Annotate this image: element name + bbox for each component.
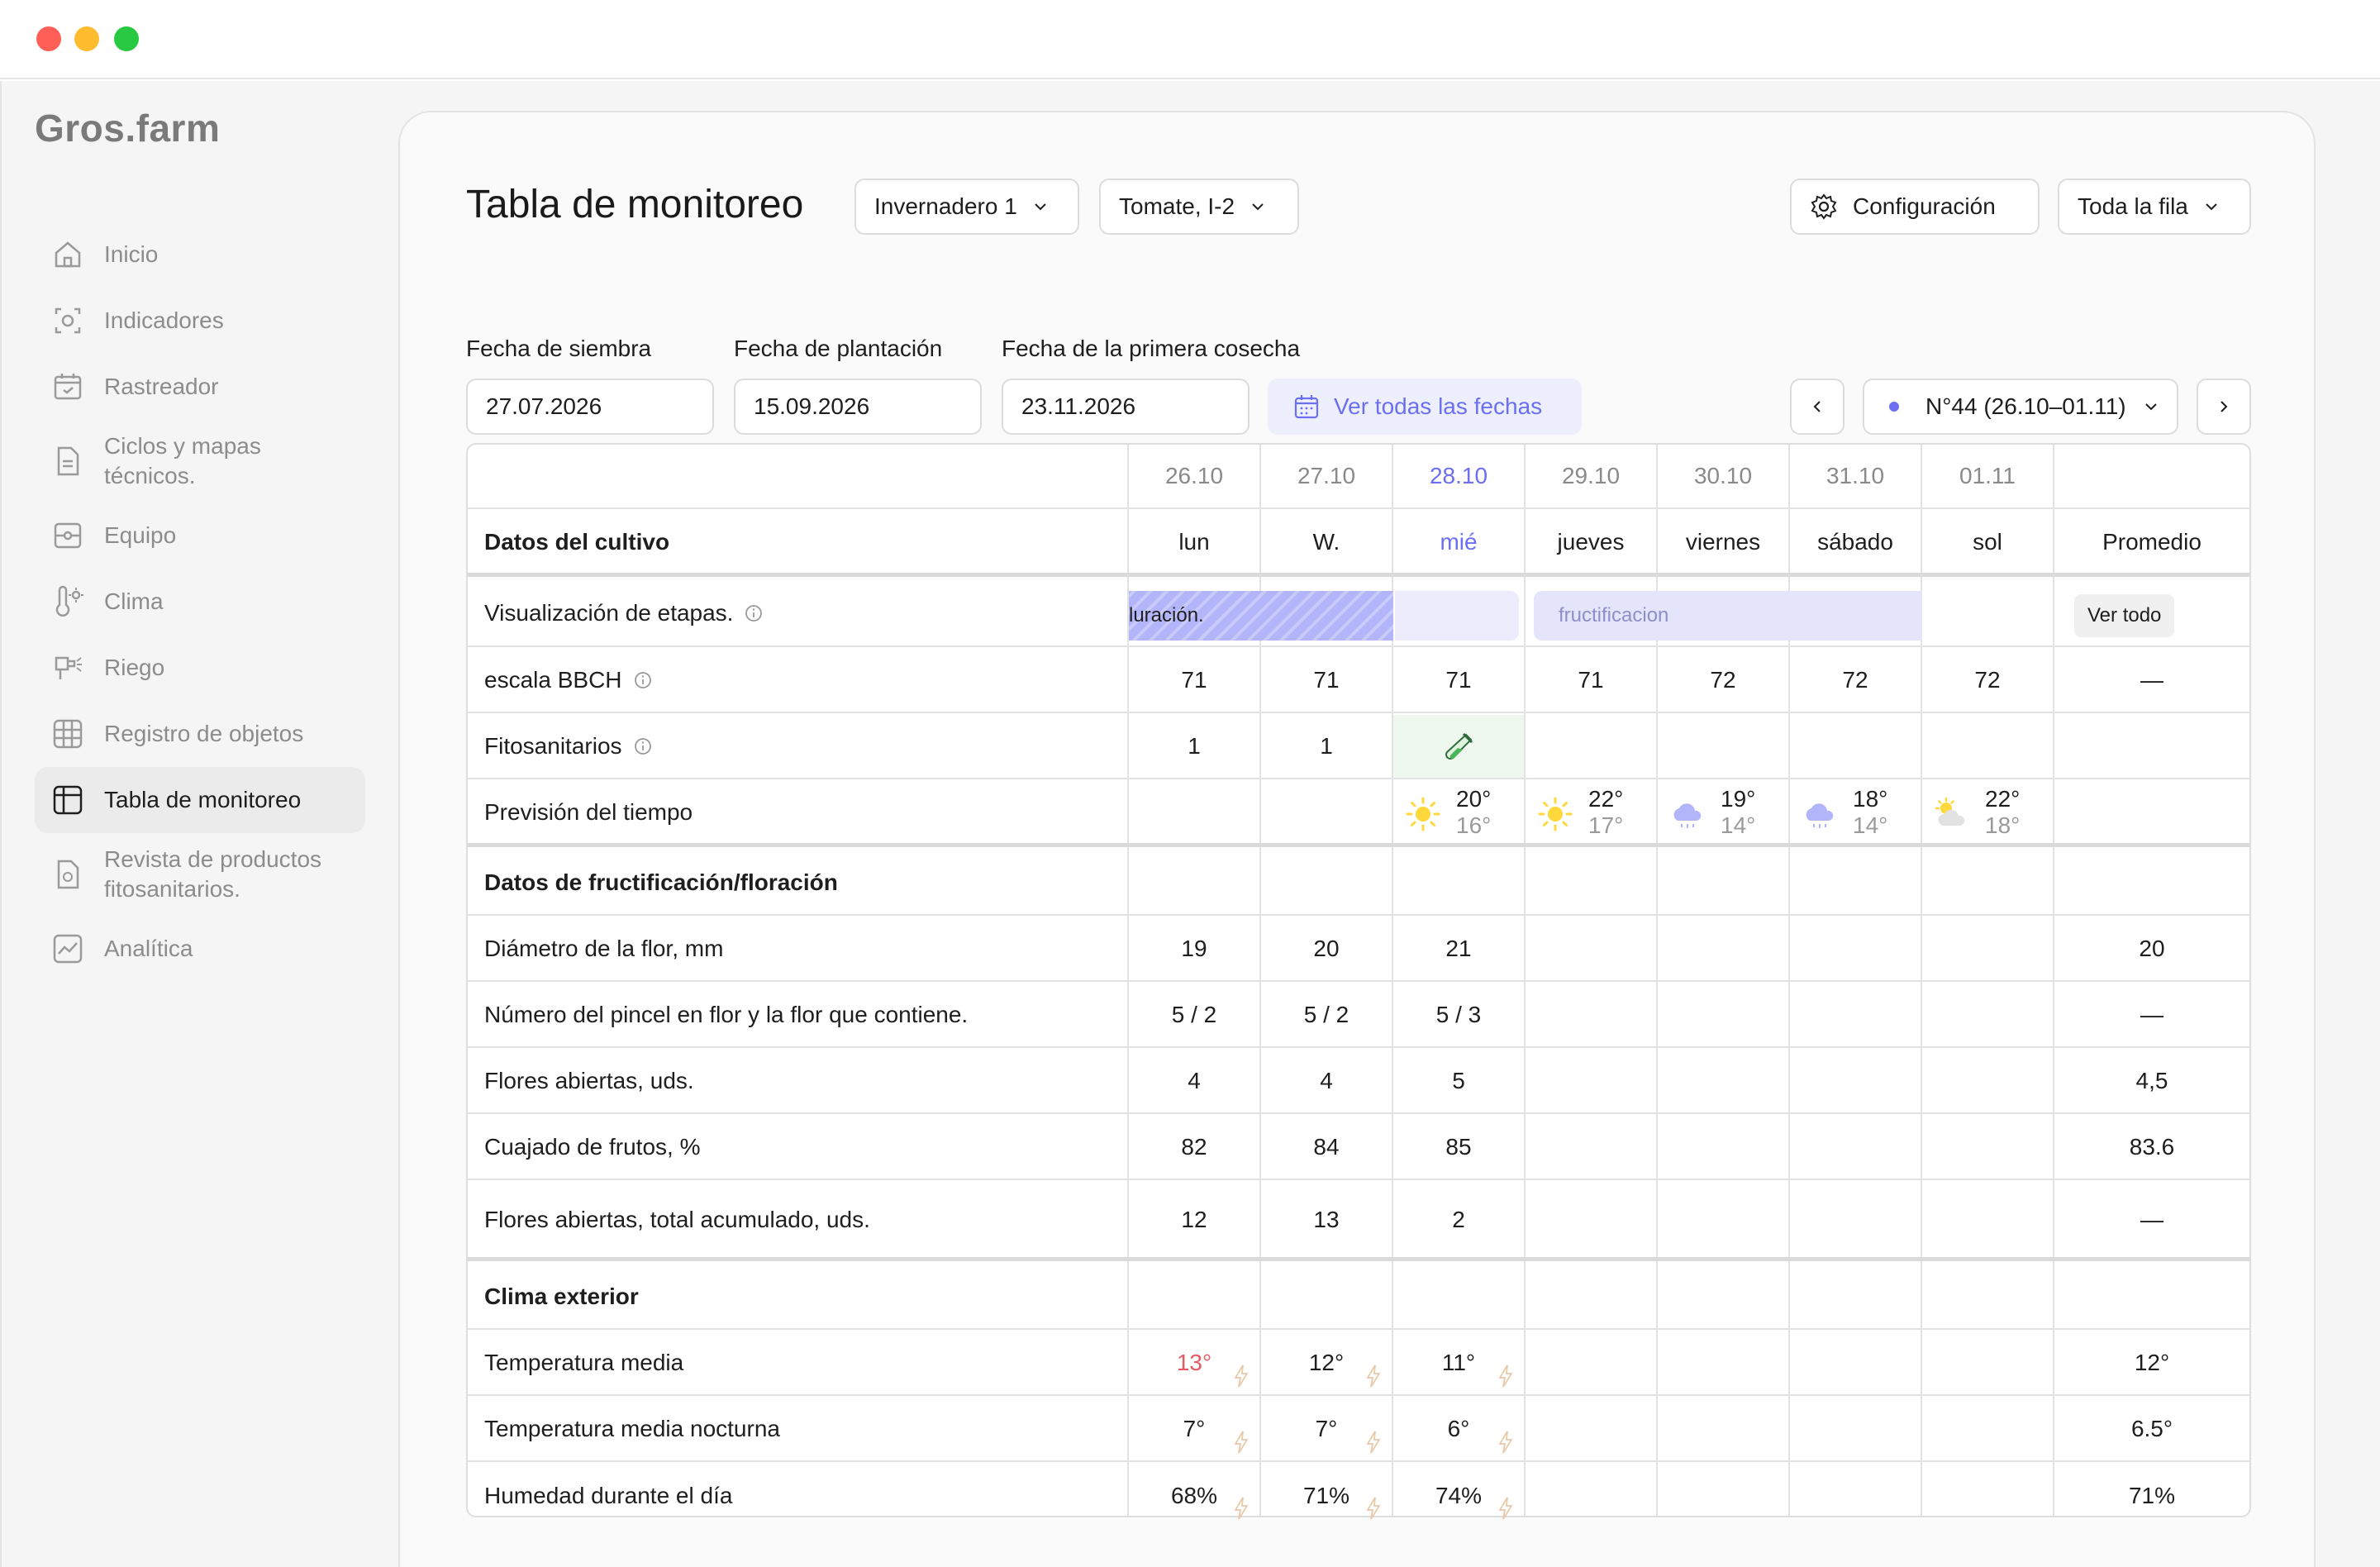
table-row-outdoor-section	[468, 1265, 2249, 1330]
table-row-dates	[468, 445, 2249, 509]
table-cell[interactable]: 1	[1188, 733, 1201, 759]
grid-icon	[51, 717, 84, 750]
average-cell: 6.5°	[2130, 1416, 2173, 1441]
sun-icon	[1537, 796, 1573, 832]
sidebar-item-label: Indicadores	[104, 307, 224, 333]
sidebar-item-rastreador[interactable]	[35, 354, 365, 420]
equipment-icon	[51, 519, 84, 552]
document-icon	[51, 445, 84, 478]
info-icon[interactable]	[634, 737, 652, 755]
row-label	[484, 581, 1129, 645]
crop-select-value: Tomate, I-2	[1119, 193, 1235, 219]
table-cell[interactable]: 71	[1313, 667, 1340, 693]
info-icon[interactable]	[745, 604, 763, 622]
forecast-high: 20°	[1456, 786, 1492, 812]
sidebar-item-tabla-monitoreo[interactable]	[35, 767, 365, 833]
settings-button-label: Configuración	[1853, 193, 1996, 219]
row-filter-select[interactable]	[2058, 179, 2251, 235]
table-cell[interactable]: 12	[1181, 1206, 1207, 1232]
chevron-down-icon	[1032, 198, 1049, 215]
sidebar-item-inicio[interactable]	[35, 221, 365, 288]
forecast-low: 18°	[1985, 812, 2021, 838]
average-cell: 71%	[2128, 1483, 2176, 1508]
lightning-icon	[1233, 1365, 1250, 1388]
thermometer-sun-icon	[51, 585, 84, 618]
row-label	[484, 649, 1129, 712]
lightning-icon	[1365, 1365, 1382, 1388]
greenhouse-select[interactable]	[854, 179, 1079, 235]
table-cell[interactable]: 71	[1445, 667, 1472, 693]
view-all-dates-button[interactable]	[1268, 379, 1582, 435]
table-cell[interactable]: 72	[1974, 667, 2001, 693]
open-flowers-total-label: Flores abiertas, total acumulado, uds.	[484, 1206, 870, 1232]
sidebar-item-label: Analítica	[104, 936, 193, 961]
sidebar-item-label: Registro de objetos	[104, 721, 304, 746]
home-icon	[51, 238, 84, 271]
table-cell[interactable]: 5 / 2	[1303, 1002, 1349, 1027]
table-icon	[51, 784, 84, 817]
chevron-down-icon	[2143, 398, 2159, 415]
sidebar-item-label: Riego	[104, 655, 165, 680]
rain-cloud-icon	[1669, 796, 1706, 832]
next-week-button[interactable]	[2197, 379, 2251, 435]
sidebar-item-riego[interactable]	[35, 635, 365, 701]
table-cell[interactable]: 85	[1445, 1134, 1472, 1160]
week-indicator-dot	[1889, 402, 1899, 412]
table-row-open-flowers	[468, 1050, 2249, 1114]
day-header: jueves	[1557, 528, 1625, 555]
table-cell[interactable]: 19	[1181, 936, 1207, 961]
crop-data-section-title: Datos del cultivo	[484, 528, 670, 555]
harvest-date-field[interactable]	[1002, 379, 1250, 435]
stage-bar-label: luración.	[1129, 604, 1204, 626]
chevron-right-icon	[2216, 398, 2232, 415]
settings-button[interactable]	[1790, 179, 2040, 235]
table-cell[interactable]: 4	[1188, 1068, 1201, 1093]
table-cell[interactable]: 5 / 3	[1435, 1002, 1482, 1027]
phyto-journal-icon	[51, 858, 84, 891]
sowing-date-field[interactable]	[466, 379, 714, 435]
forecast-high: 18°	[1853, 786, 1888, 812]
flower-diameter-label: Diámetro de la flor, mm	[484, 936, 724, 961]
monitoring-table	[466, 443, 2251, 1517]
sidebar-item-label: Tabla de monitoreo	[104, 787, 302, 812]
harvest-date-label: Fecha de la primera cosecha	[1002, 336, 1301, 361]
day-header: viernes	[1685, 528, 1761, 555]
minimize-window-button[interactable]	[74, 26, 99, 51]
lightning-icon	[1497, 1431, 1514, 1454]
table-row-bbch	[468, 649, 2249, 713]
lightning-icon	[1365, 1497, 1382, 1520]
table-cell[interactable]: 21	[1445, 936, 1472, 961]
date-header-today: 28.10	[1429, 463, 1488, 488]
table-cell[interactable]: 5 / 2	[1171, 1002, 1217, 1027]
table-cell[interactable]: 7°	[1183, 1416, 1206, 1441]
forecast-low: 14°	[1853, 812, 1888, 838]
table-cell-treatment[interactable]	[1393, 715, 1524, 778]
open-flowers-label: Flores abiertas, uds.	[484, 1068, 694, 1093]
indicators-icon	[51, 304, 84, 337]
sidebar-item-label: Ciclos y mapas técnicos.	[104, 433, 261, 488]
table-cell[interactable]: 5	[1452, 1068, 1465, 1093]
average-header: Promedio	[2102, 528, 2202, 555]
table-cell[interactable]: 71	[1578, 667, 1604, 693]
table-cell[interactable]: 72	[1710, 667, 1736, 693]
sidebar-item-clima[interactable]	[35, 569, 365, 635]
fruit-set-label: Cuajado de frutos, %	[484, 1134, 701, 1160]
week-select[interactable]	[1863, 379, 2178, 435]
table-cell[interactable]: 71%	[1302, 1483, 1350, 1508]
forecast-high: 19°	[1721, 786, 1756, 812]
day-header: W.	[1312, 528, 1340, 555]
average-cell: 12°	[2134, 1350, 2170, 1375]
sidebar-item-revista[interactable]	[35, 833, 365, 916]
table-row-fruit-section	[468, 851, 2249, 916]
table-cell[interactable]: 6°	[1447, 1416, 1470, 1441]
weather-forecast-cell	[1790, 781, 1921, 843]
average-cell: 4,5	[2135, 1068, 2168, 1093]
weather-forecast-cell	[1658, 781, 1788, 843]
table-cell[interactable]: 84	[1313, 1134, 1340, 1160]
week-select-value: N°44 (26.10–01.11)	[1925, 393, 2126, 419]
app	[0, 81, 2380, 1567]
planting-date-field[interactable]	[734, 379, 982, 435]
truss-label: Número del pincel en flor y la flor que contiene.	[484, 1002, 969, 1027]
night-temp-label: Temperatura media nocturna	[484, 1416, 780, 1441]
phyto-label: Fitosanitarios	[484, 733, 622, 759]
see-all-stages-button[interactable]: Ver todo	[2074, 594, 2174, 637]
stage-bar-transition[interactable]	[1395, 591, 1519, 641]
table-cell[interactable]: 4	[1320, 1068, 1333, 1093]
window-titlebar	[0, 0, 2380, 79]
lightning-icon	[1365, 1431, 1382, 1454]
weather-forecast-cell	[1922, 781, 2053, 843]
analytics-icon	[51, 932, 84, 965]
table-row-mean-temp	[468, 1331, 2249, 1396]
table-cell[interactable]: 13	[1313, 1206, 1340, 1232]
weather-forecast-cell	[1393, 781, 1524, 843]
sidebar-item-indicadores[interactable]	[35, 288, 365, 354]
tracker-icon	[51, 370, 84, 403]
greenhouse-select-value: Invernadero 1	[874, 193, 1017, 219]
sidebar-item-analitica[interactable]	[35, 916, 365, 982]
average-cell: 83.6	[2129, 1134, 2175, 1160]
app-logo: Gros.farm	[35, 107, 221, 150]
average-cell: —	[2140, 1206, 2163, 1232]
table-row-stages	[468, 581, 2249, 647]
sidebar-item-label: Revista de productos fitosanitarios.	[104, 846, 322, 902]
day-header-today: mié	[1440, 528, 1478, 555]
date-header: 29.10	[1561, 463, 1621, 488]
rain-cloud-icon	[1802, 796, 1838, 832]
table-cell[interactable]: 2	[1452, 1206, 1465, 1232]
table-cell[interactable]: 74%	[1435, 1483, 1483, 1508]
forecast-low: 14°	[1721, 812, 1756, 838]
day-header: sol	[1973, 528, 2002, 555]
table-cell-alert[interactable]: 13°	[1176, 1350, 1212, 1375]
calendar-icon	[1292, 393, 1321, 421]
forecast-high: 22°	[1588, 786, 1624, 812]
chevron-down-icon	[2203, 198, 2220, 215]
date-header: 27.10	[1297, 463, 1356, 488]
humidity-label: Humedad durante el día	[484, 1483, 733, 1508]
table-cell[interactable]: 20	[1313, 936, 1340, 961]
lightning-icon	[1497, 1497, 1514, 1520]
table-row-weather	[468, 781, 2249, 847]
irrigation-icon	[51, 651, 84, 684]
date-header: 30.10	[1693, 463, 1753, 488]
planting-date-label: Fecha de plantación	[734, 336, 943, 361]
stage-label: Visualización de etapas.	[484, 600, 734, 626]
row-filter-value: Toda la fila	[2078, 193, 2188, 219]
date-header: 31.10	[1825, 463, 1885, 488]
forecast-low: 17°	[1588, 812, 1624, 838]
gear-icon	[1810, 193, 1838, 221]
sidebar-item-label: Inicio	[104, 241, 159, 267]
mean-temp-label: Temperatura media	[484, 1350, 684, 1375]
previous-week-button[interactable]	[1790, 379, 1844, 435]
table-row-phyto	[468, 715, 2249, 779]
lightning-icon	[1497, 1365, 1514, 1388]
sidebar-nav	[35, 221, 365, 982]
info-icon[interactable]	[634, 671, 652, 689]
row-label	[484, 715, 1129, 778]
table-cell[interactable]: 72	[1842, 667, 1868, 693]
day-header: sábado	[1817, 528, 1893, 555]
chevron-down-icon	[1250, 198, 1266, 215]
table-row-open-flowers-total	[468, 1182, 2249, 1261]
table-row-fruit-set	[468, 1116, 2249, 1180]
average-cell: 20	[2139, 936, 2165, 961]
maximize-window-button[interactable]	[114, 26, 139, 51]
sidebar-item-label: Rastreador	[104, 374, 219, 399]
view-all-dates-label: Ver todas las fechas	[1334, 393, 1543, 419]
table-cell[interactable]: 11°	[1441, 1350, 1476, 1375]
table-cell[interactable]: 12°	[1308, 1350, 1345, 1375]
sidebar-item-registro[interactable]	[35, 701, 365, 767]
date-header: 26.10	[1164, 463, 1224, 488]
weather-forecast-cell	[1526, 781, 1656, 843]
weather-label: Previsión del tiempo	[484, 798, 693, 825]
date-header: 01.11	[1959, 463, 2016, 488]
partly-cloudy-icon	[1934, 796, 1970, 832]
table-cell[interactable]: 68%	[1170, 1483, 1218, 1508]
stage-bar-label: fructificacion	[1559, 604, 1669, 626]
crop-select[interactable]	[1099, 179, 1299, 235]
close-window-button[interactable]	[36, 26, 61, 51]
table-row-humidity	[468, 1464, 2249, 1528]
lightning-icon	[1233, 1431, 1250, 1454]
sun-icon	[1405, 796, 1441, 832]
sidebar-item-equipo[interactable]	[35, 502, 365, 569]
table-cell[interactable]: 7°	[1315, 1416, 1338, 1441]
fruit-section-title: Datos de fructificación/floración	[484, 869, 838, 895]
lightning-icon	[1233, 1497, 1250, 1520]
forecast-high: 22°	[1985, 786, 2021, 812]
chevron-left-icon	[1809, 398, 1825, 415]
table-cell[interactable]: 82	[1181, 1134, 1207, 1160]
test-tube-icon	[1441, 730, 1476, 764]
stage-bar-fruiting[interactable]	[1534, 591, 1922, 641]
day-header: lun	[1178, 528, 1210, 555]
sowing-date-label: Fecha de siembra	[466, 336, 652, 361]
table-row-night-temp	[468, 1398, 2249, 1462]
sidebar-item-label: Clima	[104, 588, 164, 614]
main-panel	[398, 111, 2316, 1567]
bbch-label: escala BBCH	[484, 667, 622, 693]
table-row-flower-diameter	[468, 917, 2249, 982]
sidebar-item-label: Equipo	[104, 522, 177, 548]
page-title: Tabla de monitoreo	[466, 183, 804, 226]
table-cell[interactable]: 1	[1320, 733, 1333, 759]
table-row-days	[468, 511, 2249, 577]
forecast-low: 16°	[1456, 812, 1492, 838]
table-cell[interactable]: 71	[1181, 667, 1207, 693]
sidebar-item-ciclos[interactable]	[35, 420, 365, 502]
stage-bar-flowering[interactable]	[1129, 591, 1393, 641]
outdoor-section-title: Clima exterior	[484, 1284, 639, 1309]
table-row-truss	[468, 984, 2249, 1048]
average-cell: —	[2140, 1002, 2163, 1027]
average-cell: —	[2140, 667, 2163, 693]
